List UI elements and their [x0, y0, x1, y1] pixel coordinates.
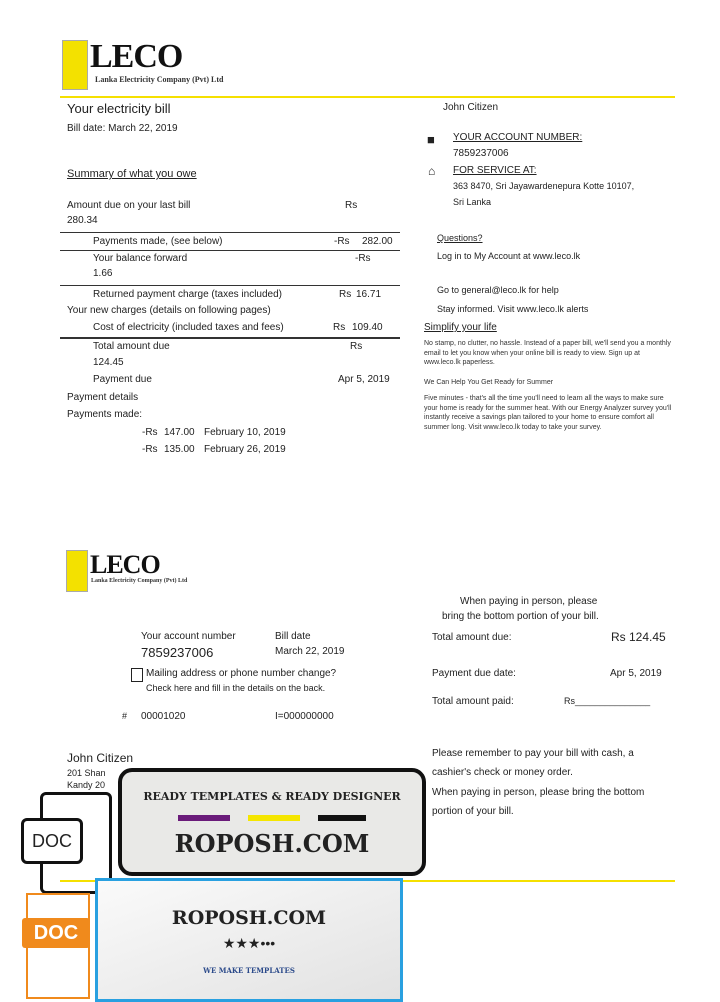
account-number: 7859237006: [453, 148, 509, 159]
stub-address-2: Kandy 20: [67, 780, 106, 790]
row-last-bill-label: Amount due on your last bill: [67, 200, 191, 211]
row-total-label: Total amount due: [93, 341, 170, 352]
login-text[interactable]: Log in to My Account at www.leco.lk: [437, 251, 581, 261]
help-text[interactable]: Go to general@leco.lk for help: [437, 285, 559, 295]
row-returned-currency: Rs: [339, 289, 352, 300]
stub-customer-name: John Citizen: [67, 751, 134, 765]
logo-subtitle: Lanka Electricity Company (Pvt) Ltd: [91, 578, 188, 584]
row-last-bill-currency: Rs: [345, 200, 358, 211]
divider: [60, 337, 400, 339]
row-electricity-currency: Rs: [333, 322, 346, 333]
watermark-site: ROPOSH.COM: [174, 829, 370, 858]
stub-total-due-label: Total amount due:: [432, 632, 512, 643]
service-address-2: Sri Lanka: [453, 197, 492, 207]
rating-stars: ★★★•••: [222, 935, 276, 951]
row-total-currency: Rs: [350, 341, 363, 352]
stub-account-number: 7859237006: [141, 645, 214, 660]
watermark-card: [95, 878, 403, 1002]
summary-heading: Summary of what you owe: [67, 168, 197, 180]
row-payments-currency: -Rs: [334, 236, 350, 247]
hash-symbol: #: [122, 711, 128, 721]
row-returned-label: Returned payment charge (taxes included): [93, 289, 282, 300]
questions-heading: Questions?: [437, 233, 483, 243]
payments-made-label: Payments made:: [67, 409, 143, 420]
mailing-change-text: Mailing address or phone number change?: [146, 668, 337, 679]
payment-2-date: February 26, 2019: [204, 444, 286, 455]
summer-text: Five minutes - that's all the time you'll need to learn all the ways to make sure your home is ready for the summer heat. With our Energy Analyzer survey you'll instantly receive a savings plan tailored to your home to ensure comfort all summer long. Visit www.leco.lk today to take your survey.: [424, 395, 672, 431]
simplify-heading: Simplify your life: [424, 322, 497, 333]
house-icon: ⌂: [428, 164, 436, 178]
stub-address-1: 201 Shan: [67, 768, 106, 778]
reminder-2: cashier's check or money order.: [432, 767, 573, 778]
reference-1: 00001020: [141, 711, 186, 722]
folder-icon: ■: [427, 132, 435, 147]
row-new-charges-label: Your new charges (details on following pages): [67, 305, 271, 316]
in-person-note-2: bring the bottom portion of your bill.: [442, 611, 599, 622]
divider: [60, 96, 675, 98]
divider: [60, 250, 400, 251]
in-person-note-1: When paying in person, please: [460, 596, 598, 607]
doc-orange-label: DOC: [22, 918, 90, 948]
row-balance-label: Your balance forward: [93, 253, 188, 264]
divider: [60, 232, 400, 233]
stub-paid-field[interactable]: Rs_______________: [564, 696, 651, 706]
watermark-slogan: WE MAKE TEMPLATES: [203, 966, 295, 975]
stub-total-due: Rs 124.45: [611, 630, 666, 644]
service-label: FOR SERVICE AT:: [453, 165, 537, 176]
address-change-checkbox[interactable]: [131, 668, 143, 682]
stub-bill-date: March 22, 2019: [275, 646, 345, 657]
reminder-1: Please remember to pay your bill with cash, a: [432, 748, 634, 759]
row-electricity-value: 109.40: [352, 322, 383, 333]
row-payments-label: Payments made, (see below): [93, 236, 223, 247]
payment-1-currency: -Rs: [142, 427, 158, 438]
leco-logo-emblem: [66, 550, 88, 592]
reference-2: I=000000000: [275, 711, 334, 722]
row-last-bill-value: 280.34: [67, 215, 98, 226]
row-electricity-label: Cost of electricity (included taxes and fees): [93, 322, 284, 333]
alerts-text[interactable]: Stay informed. Visit www.leco.lk alerts: [437, 304, 589, 314]
stub-due-date: Apr 5, 2019: [610, 668, 662, 679]
account-number-label: YOUR ACCOUNT NUMBER:: [453, 132, 583, 143]
reminder-3: When paying in person, please bring the bottom: [432, 787, 645, 798]
divider: [60, 285, 400, 286]
logo-name: LECO: [90, 550, 160, 579]
row-payments-value: 282.00: [362, 236, 393, 247]
stub-due-date-label: Payment due date:: [432, 668, 516, 679]
color-bar-purple: [178, 815, 230, 821]
row-balance-currency: -Rs: [355, 253, 371, 264]
row-returned-value: 16.71: [356, 289, 382, 300]
logo-name: LECO: [90, 38, 183, 75]
stub-account-label: Your account number: [141, 631, 236, 642]
watermark-site-2: ROPOSH.COM: [171, 907, 327, 929]
mailing-change-hint: Check here and fill in the details on the back.: [146, 683, 326, 693]
bill-title: Your electricity bill: [67, 101, 171, 116]
customer-name: John Citizen: [443, 102, 499, 113]
watermark-tagline: READY TEMPLATES & READY DESIGNER: [143, 790, 401, 803]
stub-bill-date-label: Bill date: [275, 631, 311, 642]
payment-1-date: February 10, 2019: [204, 427, 286, 438]
stub-paid-label: Total amount paid:: [432, 696, 514, 707]
leco-logo-emblem: [62, 40, 88, 90]
payment-2-amount: 135.00: [164, 444, 195, 455]
reminder-4: portion of your bill.: [432, 806, 514, 817]
doc-label: DOC: [21, 818, 83, 864]
summer-heading: We Can Help You Get Ready for Summer: [424, 379, 554, 386]
simplify-text: No stamp, no clutter, no hassle. Instead of a paper bill, we'll send you a monthly email to let you know when your online bill is ready to view. Sign up at www.leco.lk paperless.: [424, 340, 671, 366]
bill-date: Bill date: March 22, 2019: [67, 123, 178, 134]
payment-details-label: Payment details: [67, 392, 139, 403]
row-payment-due-label: Payment due: [93, 374, 152, 385]
color-bar-black: [318, 815, 366, 821]
logo-subtitle: Lanka Electricity Company (Pvt) Ltd: [95, 75, 224, 84]
color-bar-yellow: [248, 815, 300, 821]
row-payment-due-value: Apr 5, 2019: [338, 374, 390, 385]
watermark-banner: [118, 768, 426, 876]
service-address-1: 363 8470, Sri Jayawardenepura Kotte 10107,: [453, 181, 635, 191]
payment-2-currency: -Rs: [142, 444, 158, 455]
payment-1-amount: 147.00: [164, 427, 195, 438]
row-balance-value: 1.66: [93, 268, 113, 279]
row-total-value: 124.45: [93, 357, 124, 368]
